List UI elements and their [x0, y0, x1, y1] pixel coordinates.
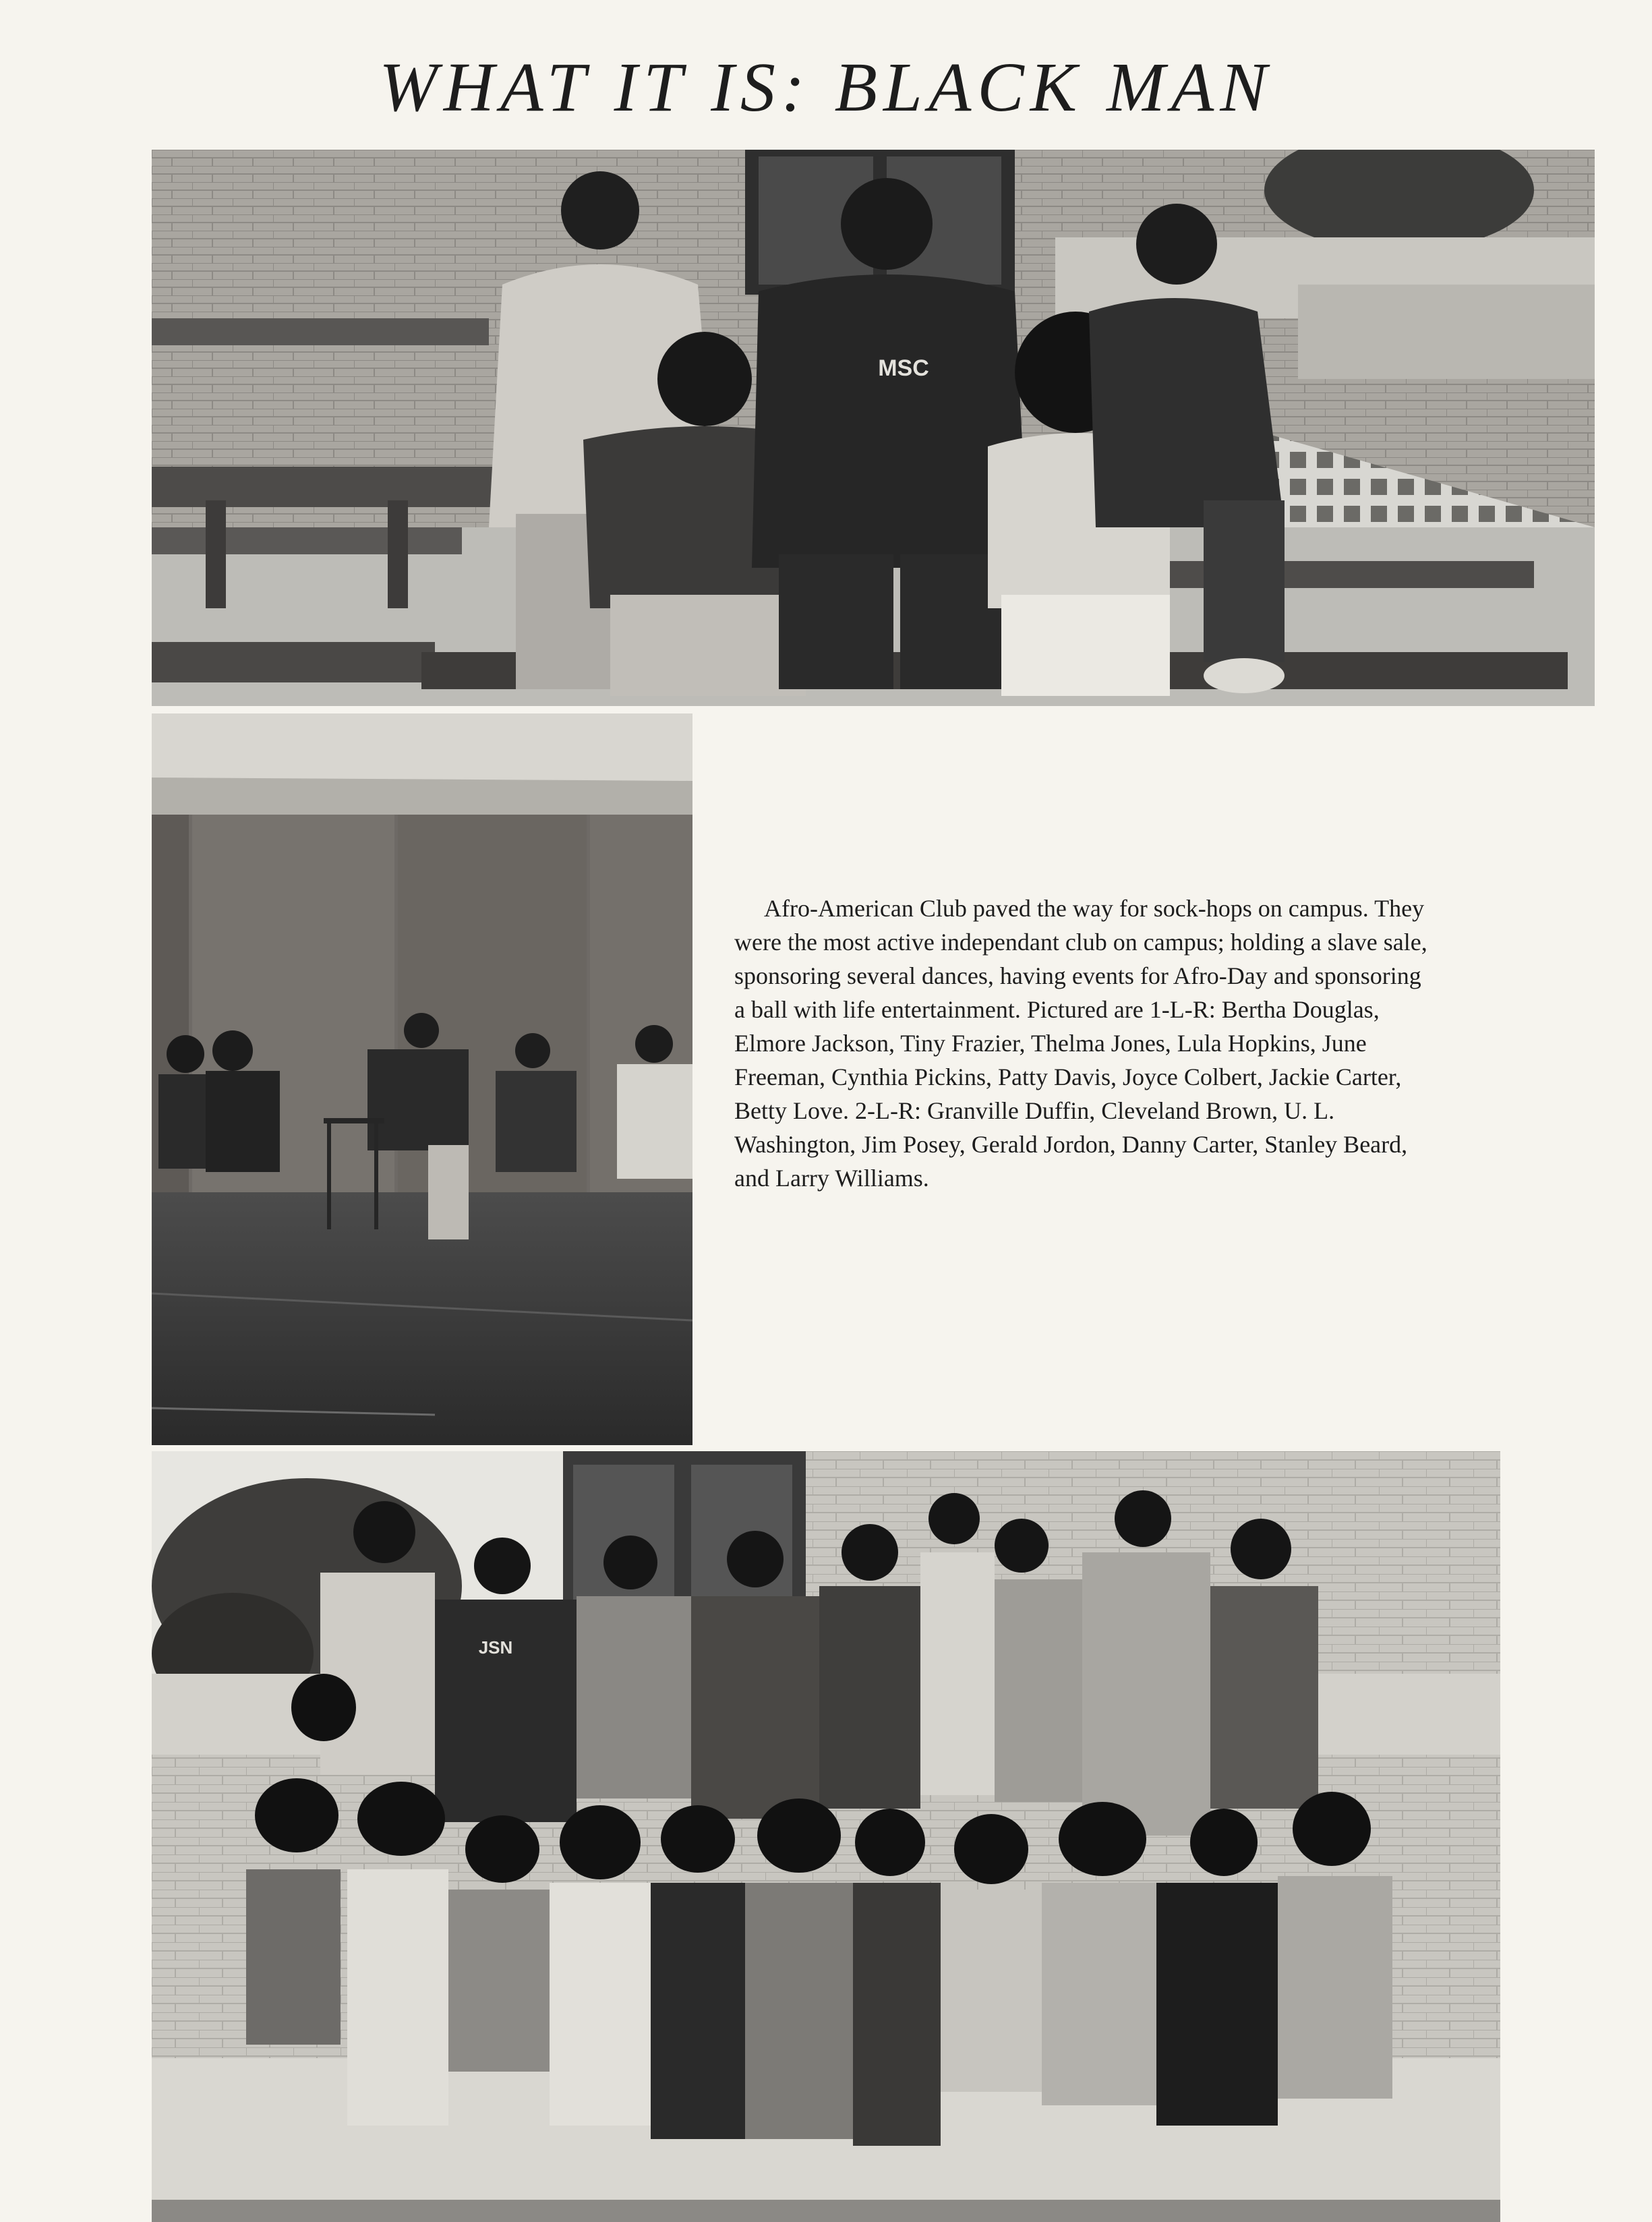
photo-club-group-portrait-image — [152, 1451, 1500, 2222]
photo-students-on-benches-image — [152, 150, 1595, 706]
photo-students-on-benches — [152, 150, 1595, 706]
jacket-lettering: MSC — [878, 355, 929, 381]
photo-students-indoors-image — [152, 713, 692, 1445]
club-caption — [734, 891, 1436, 1195]
page-title: WHAT IT IS: BLACK MAN — [379, 49, 1273, 126]
jacket-lettering-bottom: JSN — [478, 1637, 513, 1658]
club-caption-text: Afro-American Club paved the way for sock-hops on campus. They were the most active independant club on campus; holding a slave sale, sponsoring several dances, having events for Afro-Day and sponsoring a ball with life entertainment. Pictured are 1-L-R: Bertha Douglas, Elmore Jackson, Tiny Frazier, Thelma Jones, Lula Hopkins, June Freeman, Cynthia Pickins, Patty Davis, Joyce Colbert, Jackie Carter, Betty Love. 2-L-R: Granville Duffin, Cleveland Brown, U. L. Washington, Jim Posey, Gerald Jordon, Danny Carter, Stanley Beard, and Larry Williams. — [734, 895, 1427, 1192]
photo-students-indoors — [152, 713, 692, 1445]
photo-club-group-portrait — [152, 1451, 1500, 2222]
